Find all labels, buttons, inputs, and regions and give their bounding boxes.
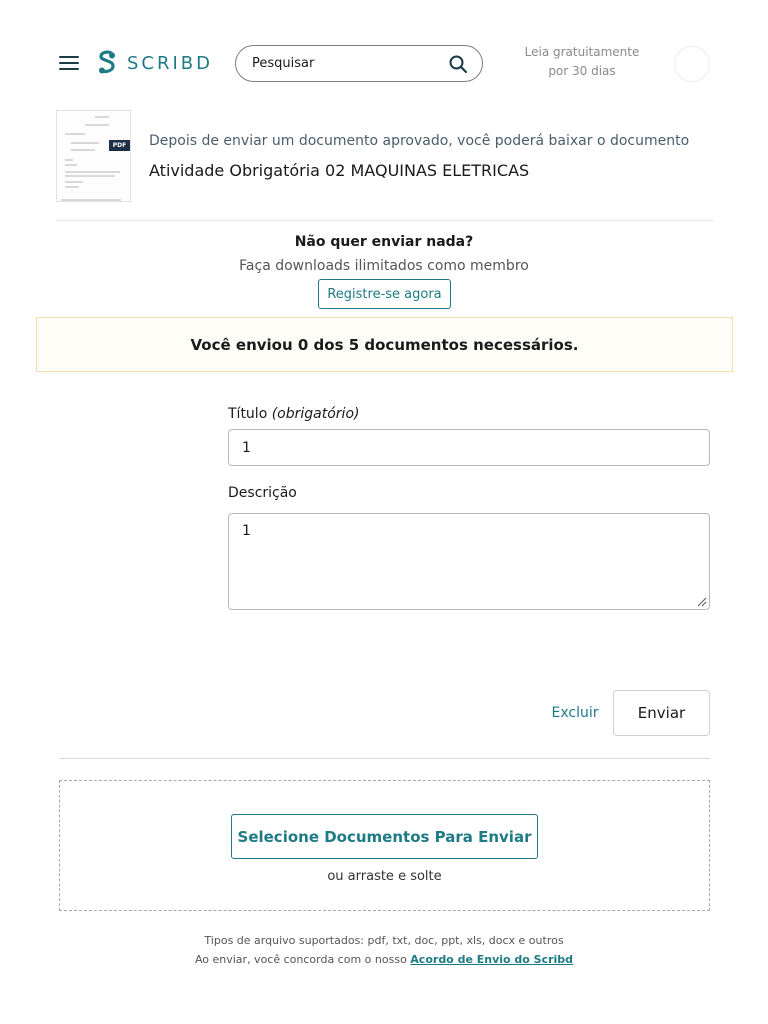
search-icon[interactable]	[448, 54, 468, 74]
description-label: Descrição	[228, 485, 297, 501]
divider	[56, 220, 714, 221]
supported-types-text: Tipos de arquivo suportados: pdf, txt, doc, ppt, xls, docx e outros	[204, 934, 564, 947]
agreement-prefix: Ao enviar, você concorda com o nosso	[194, 953, 407, 966]
logo-text: SCRIBD	[127, 52, 214, 74]
search-input[interactable]	[252, 56, 432, 71]
register-subtext: Faça downloads ilimitados como membro	[239, 258, 529, 274]
delete-button[interactable]: Excluir	[547, 702, 603, 724]
title-required-text: (obrigatório)	[271, 406, 360, 422]
title-input[interactable]	[228, 429, 710, 466]
select-documents-button[interactable]: Selecione Documentos Para Enviar	[231, 814, 538, 859]
upload-progress-text: Você enviou 0 dos 5 documentos necessários.	[190, 335, 579, 354]
free-trial-link[interactable]	[518, 43, 646, 81]
file-dropzone[interactable]	[59, 780, 710, 911]
hamburger-menu-icon[interactable]	[59, 56, 79, 70]
register-heading: Não quer enviar nada?	[294, 234, 474, 250]
upload-progress-notice	[36, 317, 733, 372]
textarea-resize-icon[interactable]	[697, 597, 707, 607]
drag-drop-text: ou arraste e solte	[327, 869, 442, 884]
user-avatar[interactable]	[674, 46, 710, 82]
title-label-text: Título	[228, 406, 268, 422]
submit-button[interactable]: Enviar	[613, 690, 710, 736]
description-textarea[interactable]	[228, 513, 710, 610]
document-thumbnail	[56, 110, 131, 202]
divider	[59, 758, 710, 759]
promo-line-2: por 30 dias	[548, 64, 616, 78]
scribd-logo-icon	[96, 50, 118, 76]
scribd-logo[interactable]	[96, 50, 213, 76]
agreement-text	[0, 953, 768, 966]
register-button[interactable]: Registre-se agora	[318, 279, 451, 309]
document-subtitle: Depois de enviar um documento aprovado, você poderá baixar o documento	[149, 133, 690, 149]
title-label	[228, 406, 359, 422]
document-title: Atividade Obrigatória 02 MAQUINAS ELETRICAS	[149, 161, 530, 180]
agreement-link[interactable]: Acordo de Envio do Scribd	[410, 953, 574, 966]
pdf-badge: PDF	[109, 140, 130, 151]
promo-line-1: Leia gratuitamente	[524, 45, 640, 59]
search-bar[interactable]	[235, 45, 483, 82]
top-header	[0, 0, 768, 110]
